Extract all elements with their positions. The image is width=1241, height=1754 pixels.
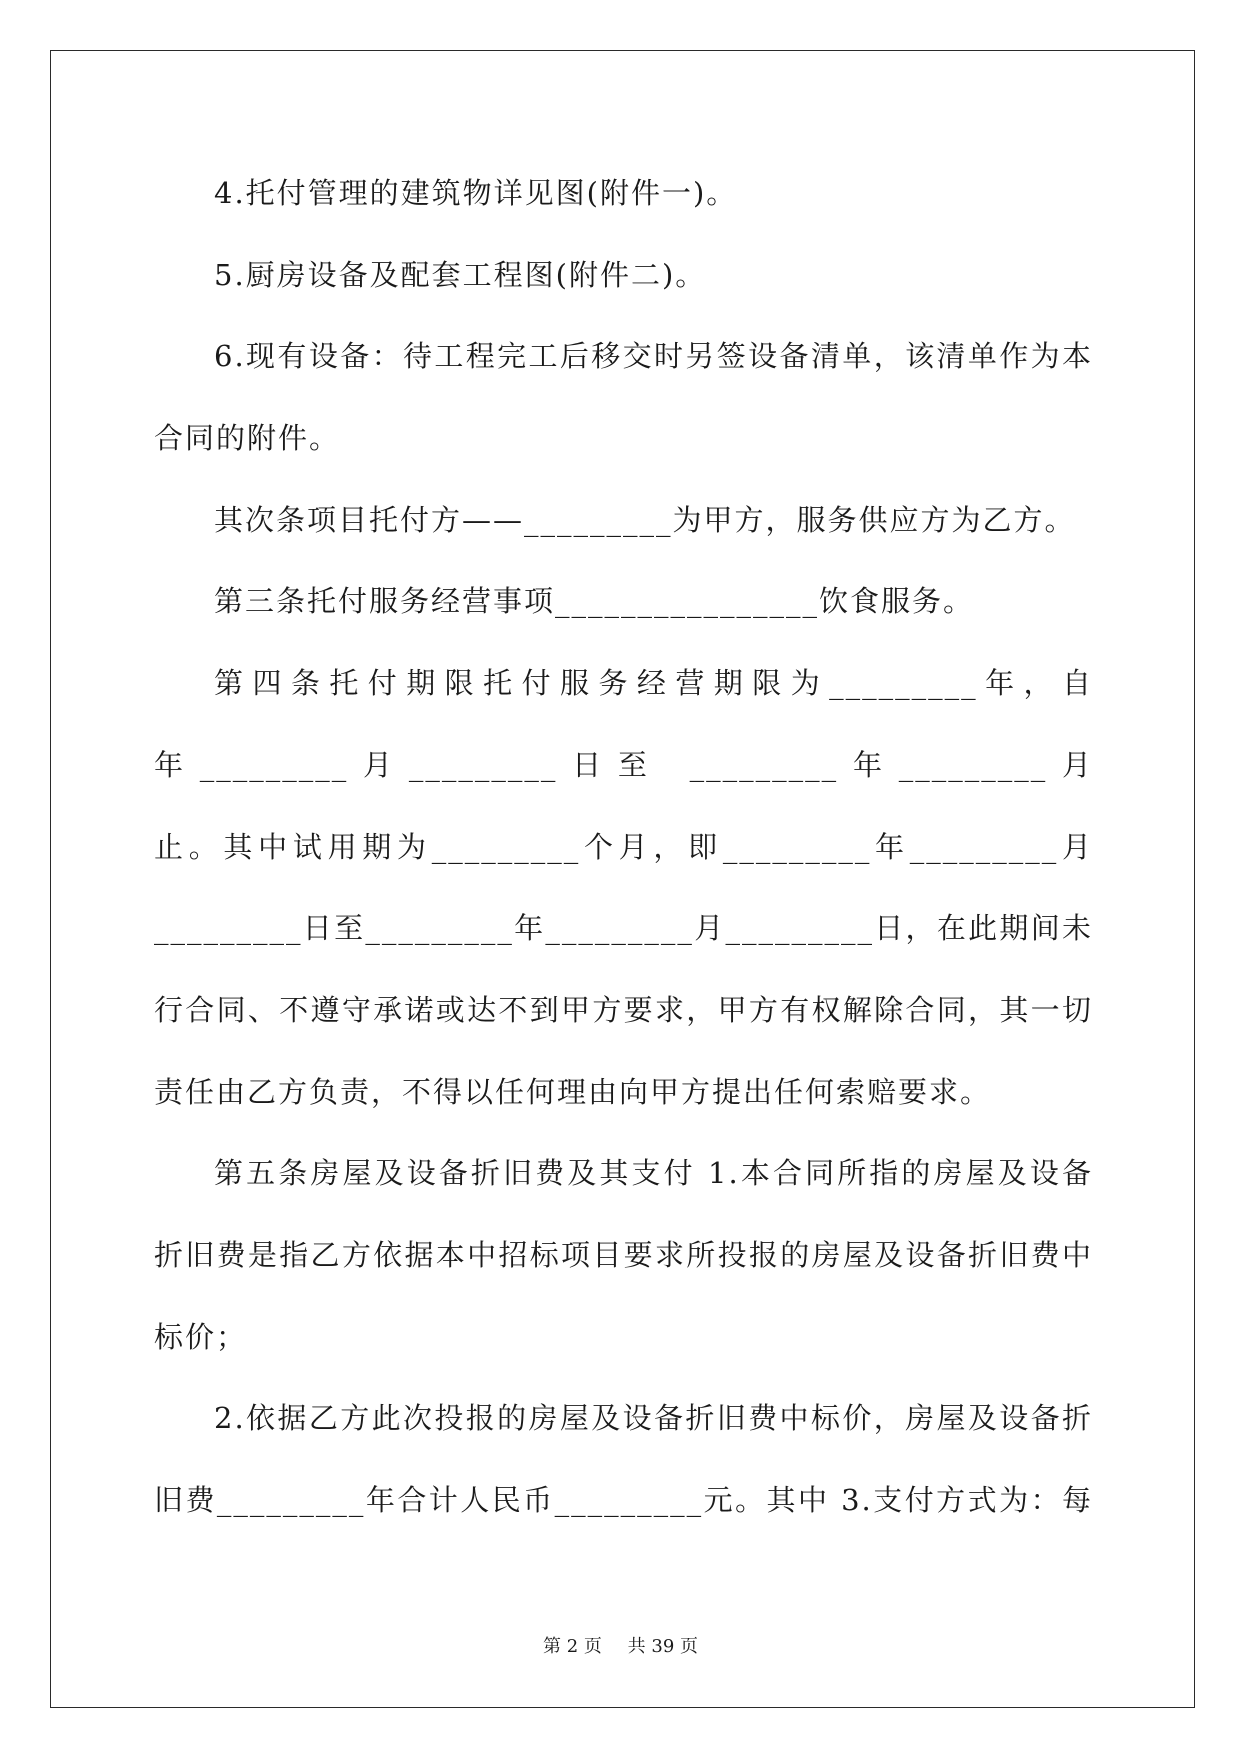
text-line: 旧费_________年合计人民币_________元。其中 3.支付方式为：每 xyxy=(154,1483,1093,1517)
text-line: 4.托付管理的建筑物详见图(附件一)。 xyxy=(214,176,738,210)
text-line: 6.现有设备：待工程完工后移交时另签设备清单，该清单作为本 xyxy=(214,339,1093,374)
text-line: 其次条项目托付方——_________为甲方，服务供应方为乙方。 xyxy=(214,502,1076,537)
text-line: 第四条托付期限托付服务经营期限为_________年，自 xyxy=(214,666,1093,701)
text-line: 年_________月_________日至 _________年_________月 xyxy=(154,747,1093,782)
text-line: 标价； xyxy=(154,1319,248,1354)
text-line: _________日至_________年_________月_________日，在此期间未 xyxy=(154,911,1093,946)
text-line: 第三条托付服务经营事项________________饮食服务。 xyxy=(214,584,975,619)
text-line: 止。其中试用期为_________个月，即_________年_________月 xyxy=(154,829,1093,864)
text-line: 折旧费是指乙方依据本中招标项目要求所投报的房屋及设备折旧费中 xyxy=(154,1237,1093,1272)
text-line: 行合同、不遵守承诺或达不到甲方要求，甲方有权解除合同，其一切 xyxy=(154,992,1093,1027)
document-body xyxy=(154,153,1093,1542)
page-number: 第 2 页 xyxy=(543,1636,602,1657)
page-footer xyxy=(0,1633,1241,1661)
text-line: 5.厨房设备及配套工程图(附件二)。 xyxy=(214,257,707,292)
page-total: 共 39 页 xyxy=(627,1636,698,1657)
text-line: 合同的附件。 xyxy=(154,421,341,456)
text-line: 第五条房屋及设备折旧费及其支付 1.本合同所指的房屋及设备 xyxy=(214,1156,1093,1191)
text-line: 责任由乙方负责，不得以任何理由向甲方提出任何索赔要求。 xyxy=(154,1074,992,1109)
text-line: 2.依据乙方此次投报的房屋及设备折旧费中标价，房屋及设备折 xyxy=(214,1401,1093,1436)
